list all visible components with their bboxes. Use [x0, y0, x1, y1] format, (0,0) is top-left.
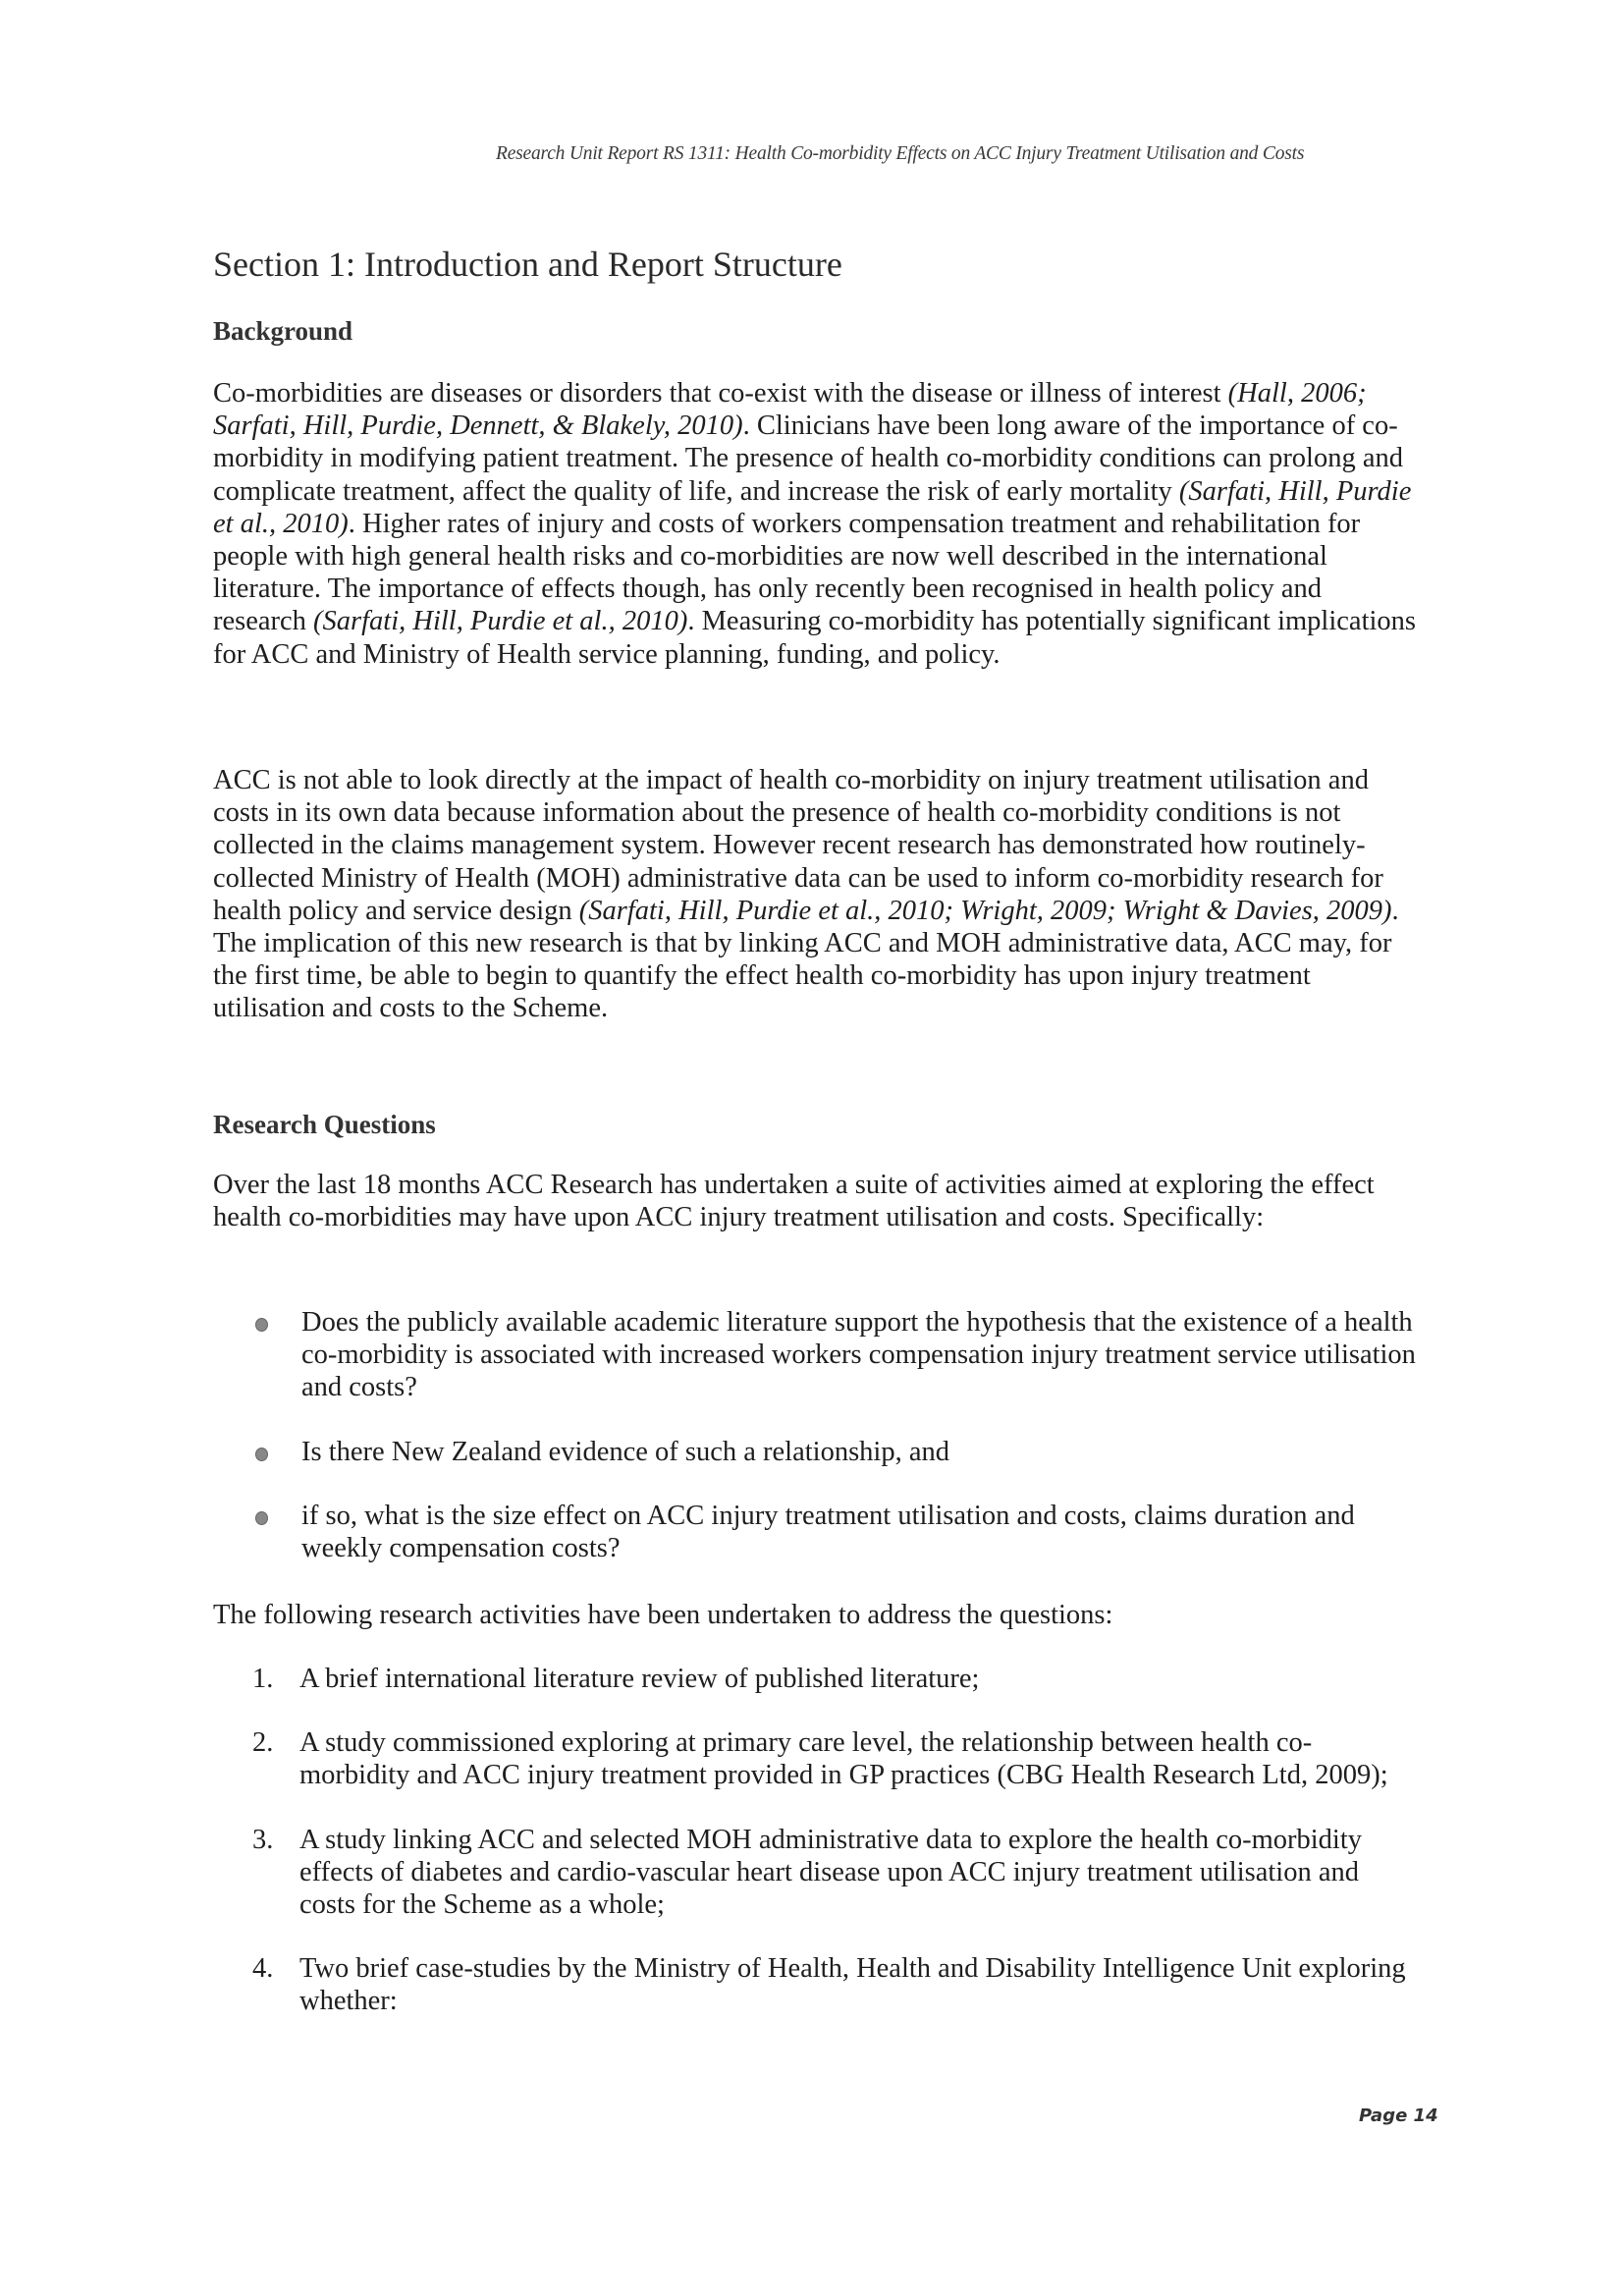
bullet-icon	[255, 1318, 268, 1332]
running-header: Research Unit Report RS 1311: Health Co-morbidity Effects on ACC Injury Treatment Utilisation and Costs	[496, 143, 1305, 164]
list-item: 4. Two brief case-studies by the Ministry of Health, Health and Disability Intelligence Unit exploring whether:	[252, 1953, 1406, 2017]
background-heading: Background	[213, 316, 353, 346]
research-questions-heading: Research Questions	[213, 1110, 436, 1139]
text-segment: . Measuring co-morbidity has potentially significant implications for ACC and Ministry of Health service planning, funding, and policy.	[213, 606, 1416, 670]
activities-list	[213, 1663, 1421, 2050]
bullet-icon	[255, 1448, 268, 1461]
text-segment: Co-morbidities are diseases or disorders that co-exist with the disease or illness of interest	[213, 378, 1228, 409]
text-segment: ACC is not able to look directly at the impact of health co-morbidity on injury treatment utilisation and costs in its own data because information about the presence of health co-morbidity conditions is not collected in the claims management system. However recent research has demonstrated how routinely-collected Ministry of Health (MOH) administrative data can be used to inform co-morbidity research for health policy and service design	[213, 765, 1383, 926]
citation: (Sarfati, Hill, Purdie et al., 2010)	[213, 475, 1412, 539]
text-segment: . Higher rates of injury and costs of workers compensation treatment and rehabilitation for people with high general health risks and co-morbidities are now well described in the international literature. The importance of effects though, has only recently been recognised in health policy and research	[213, 508, 1361, 637]
citation: (Sarfati, Hill, Purdie et al., 2010)	[313, 606, 688, 637]
list-item: 1. A brief international literature review of published literature;	[252, 1664, 980, 1694]
research-questions-intro: Over the last 18 months ACC Research has undertaken a suite of activities aimed at exploring the effect health co-morbidities may have upon ACC injury treatment utilisation and costs. Specifically:	[213, 1170, 1375, 1233]
citation: (Hall, 2006; Sarfati, Hill, Purdie, Dennett, & Blakely, 2010)	[213, 378, 1367, 442]
citation: (Sarfati, Hill, Purdie et al., 2010; Wright, 2009; Wright & Davies, 2009)	[578, 895, 1392, 926]
list-item: if so, what is the size effect on ACC injury treatment utilisation and costs, claims duration and weekly compensation costs?	[213, 1500, 1421, 1564]
list-item: 2. A study commissioned exploring at primary care level, the relationship between health co-morbidity and ACC injury treatment provided in GP practices (CBG Health Research Ltd, 2009);	[252, 1727, 1388, 1791]
section-title: Section 1: Introduction and Report Structure	[213, 245, 842, 284]
bullet-icon	[255, 1511, 268, 1525]
list-item: Is there New Zealand evidence of such a relationship, and	[213, 1436, 1421, 1468]
text-segment: . The implication of this new research is that by linking ACC and MOH administrative data, ACC may, for the first time, be able to begin to quantify the effect health co-morbidity has upon injury treatment utilisation and costs to the Scheme.	[213, 895, 1399, 1024]
background-paragraph-1	[213, 377, 1421, 671]
list-item: Does the publicly available academic literature support the hypothesis that the existence of a health co-morbidity is associated with increased workers compensation injury treatment service utilisation and costs?	[213, 1306, 1421, 1404]
text-segment: . Clinicians have been long aware of the importance of co-morbidity in modifying patient treatment. The presence of health co-morbidity conditions can prolong and complicate treatment, affect the quality of life, and increase the risk of early mortality	[213, 410, 1404, 507]
research-questions-list	[213, 1306, 1421, 1596]
background-paragraph-2	[213, 764, 1421, 1025]
page-number: Page 14	[1359, 2105, 1438, 2126]
list-item: 3. A study linking ACC and selected MOH administrative data to explore the health co-morbidity effects of diabetes and cardio-vascular heart disease upon ACC injury treatment utilisation and costs for the Scheme as a whole;	[252, 1824, 1362, 1921]
activities-intro: The following research activities have been undertaken to address the questions:	[213, 1600, 1113, 1630]
